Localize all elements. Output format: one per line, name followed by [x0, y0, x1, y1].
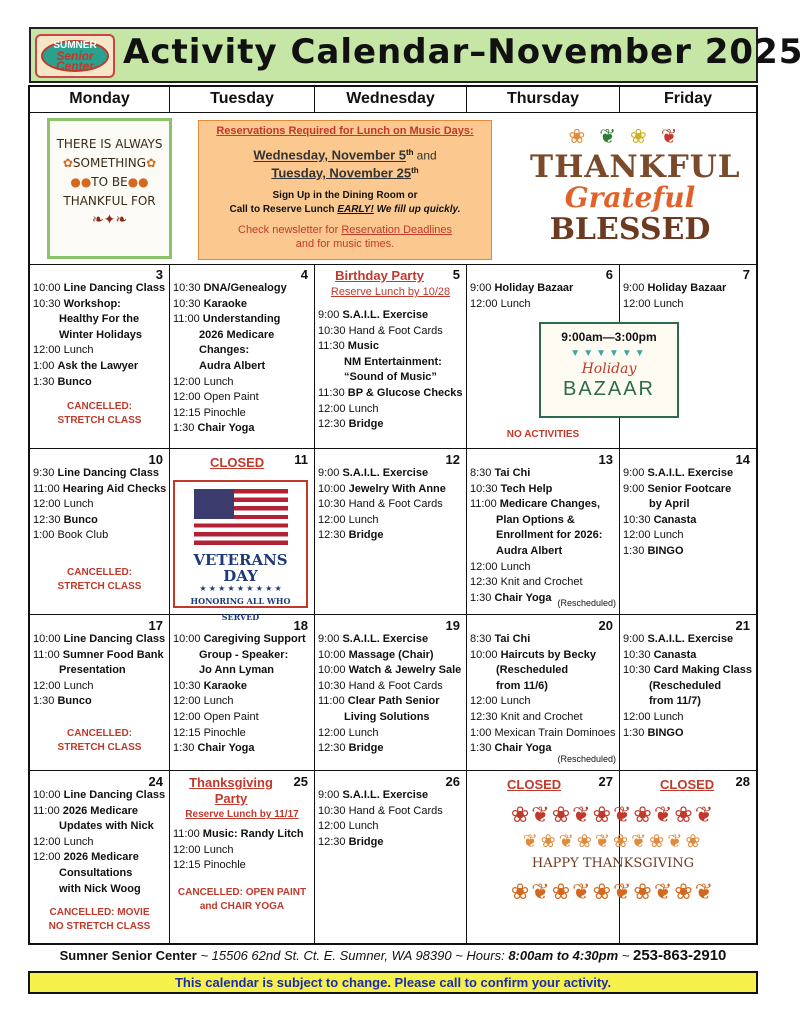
day-number: 19 [445, 618, 460, 633]
event-item: 11:00 Understanding [173, 313, 281, 326]
happy-thanksgiving-graphic: ❀❦❀❦❀❦❀❦❀❦ ❦❀❦❀❦❀❦❀❦❀ HAPPY THANKSGIVING ❀❦❀❦❀❦❀❦❀❦ [492, 800, 734, 930]
sign-up-line: Sign Up in the Dining Room or [272, 190, 418, 202]
event-item: 1:30 BINGO [623, 544, 684, 557]
event-item: 12:15 Pinochle [173, 726, 246, 739]
sumner-senior-center-logo [35, 34, 115, 78]
event-item: Group - Speaker: [199, 648, 289, 661]
event-item: 10:30 Tech Help [470, 482, 553, 495]
event-item: 12:00 Lunch [173, 375, 234, 388]
event-item: 12:00 Lunch [470, 695, 531, 708]
event-item: 12:00 Open Paint [173, 710, 259, 723]
event-item: 12:30 Bunco [33, 513, 98, 526]
event-item: 10:30 Karaoke [173, 297, 248, 310]
disclaimer-note: This calendar is subject to change. Please call to confirm your activity. [28, 971, 758, 994]
day-number: 14 [735, 452, 750, 467]
event-item: 1:30 Bunco [33, 375, 92, 388]
event-list [33, 788, 165, 897]
event-item: 9:00 S.A.I.L. Exercise [623, 467, 734, 479]
cancelled-note: CANCELLED: MOVIE NO STRETCH CLASS [48, 907, 151, 932]
event-item: 10:00 Caregiving Support [173, 633, 306, 645]
event-item: 11:30 Music [318, 340, 379, 353]
thankful-grateful-blessed-graphic [530, 124, 741, 259]
event-item: 12:00 Lunch [623, 297, 684, 310]
event-list [470, 281, 573, 312]
day-header-monday: Monday [30, 87, 170, 113]
music-times: and for music times. [295, 238, 395, 251]
event-item: 12:00 Lunch [318, 402, 379, 415]
reservation-notice [198, 120, 492, 260]
event-item: 9:00 S.A.I.L. Exercise [318, 789, 429, 801]
day-cell [30, 264, 170, 449]
event-item: 12:00 Lunch [470, 297, 531, 310]
event-item: Healthy For the [59, 313, 140, 326]
event-item: 1:30 BINGO [623, 726, 684, 739]
footer: Sumner Senior Center ~ 15506 62nd St. Ct. E. Sumner, WA 98390 ~ Hours: 8:00am to 4:30pm ~ 253-863-2910 [59, 947, 727, 964]
day-number: 5 [452, 267, 460, 282]
event-item: 10:30 Workshop: [33, 297, 121, 310]
event-item: 10:30 Canasta [623, 648, 697, 661]
event-item: 10:30 Hand & Foot Cards [318, 498, 443, 511]
event-item: Changes: [199, 344, 250, 357]
event-item: 10:30 Hand & Foot Cards [318, 324, 443, 337]
event-item: 1:00 Mexican Train Dominoes [470, 726, 616, 739]
event-list [623, 632, 752, 741]
event-item: 9:00 Senior Footcare [623, 482, 732, 495]
event-item: 12:00 Lunch [318, 726, 379, 739]
sign-line: THERE IS ALWAYS [56, 137, 163, 151]
event-item: 12:00 Open Paint [173, 391, 259, 404]
event-item: 11:30 BP & Glucose Checks [318, 386, 463, 399]
grateful-word: Grateful [564, 181, 696, 214]
event-item: Audra Albert [199, 359, 266, 372]
event-list [33, 466, 166, 544]
sign-line: ●●TO BE●● [70, 175, 149, 189]
event-item: 10:00 Line Dancing Class [33, 633, 166, 645]
call-line: Call to Reserve Lunch EARLY! We fill up quickly. [229, 204, 461, 216]
cancelled-note: CANCELLED: STRETCH CLASS [57, 728, 142, 753]
blessed-word: BLESSED [549, 212, 711, 247]
holiday-bazaar-graphic: 9:00am—3:00pm ▼▼▼▼▼▼ Holiday BAZAAR [539, 322, 679, 418]
event-list [318, 308, 463, 433]
event-item: 9:00 S.A.I.L. Exercise [318, 633, 429, 645]
cancelled-note: CANCELLED: OPEN PAINT and CHAIR YOGA [177, 887, 307, 912]
event-item: 10:00 Massage (Chair) [318, 648, 434, 661]
event-item: 10:00 Watch & Jewelry Sale [318, 664, 462, 677]
event-item: 12:00 Lunch [470, 560, 531, 573]
event-item: 8:30 Tai Chi [470, 467, 531, 479]
day-cell [467, 449, 620, 615]
reservation-title: Reservations Required for Lunch on Music Days: [216, 125, 474, 137]
event-item: 8:30 Tai Chi [470, 633, 531, 645]
day-number: 10 [148, 452, 163, 467]
event-item: 1:30 Chair Yoga [470, 742, 552, 755]
event-item: Audra Albert [496, 544, 563, 557]
thankful-sign [47, 118, 172, 259]
veterans-day-graphic: VETERANS DAY ★ ★ ★ ★ ★ ★ ★ ★ ★ HONORING ALL WHO SERVED [173, 480, 308, 608]
event-item: 12:15 Pinochle [173, 859, 246, 872]
event-item: 9:00 S.A.I.L. Exercise [318, 467, 429, 479]
event-item: 9:00 Holiday Bazaar [470, 282, 574, 294]
day-number: 25 [293, 774, 308, 789]
day-number: 12 [445, 452, 460, 467]
event-item: 9:00 S.A.I.L. Exercise [623, 633, 734, 645]
day-number: 27 [598, 774, 613, 789]
event-list [623, 466, 733, 560]
event-item: 12:30 Knit and Crochet [470, 576, 583, 589]
event-item: 10:00 Haircuts by Becky [470, 648, 596, 661]
event-item: 9:30 Line Dancing Class [33, 467, 159, 479]
event-item: 12:00 Lunch [623, 710, 684, 723]
event-item: Living Solutions [344, 710, 430, 723]
event-item: 10:00 Jewelry With Anne [318, 482, 446, 495]
event-item: Jo Ann Lyman [199, 664, 274, 677]
event-item: 1:30 Chair Yoga [173, 742, 255, 755]
thankful-word: THANKFUL [530, 149, 741, 185]
event-item: 1:30 Chair Yoga [173, 422, 255, 435]
logo-line1: SUMNER [53, 40, 97, 51]
event-list [33, 281, 165, 390]
sign-line: ✿SOMETHING✿ [62, 156, 157, 170]
event-list [173, 632, 306, 757]
event-item: 2026 Medicare [199, 328, 275, 341]
event-item: Presentation [59, 664, 126, 677]
event-item: from 11/6) [496, 679, 548, 692]
day-cell [315, 264, 467, 449]
day-number: 11 [294, 452, 308, 467]
event-item: 10:30 Hand & Foot Cards [318, 679, 443, 692]
event-item: Enrollment for 2026: [496, 529, 603, 542]
event-item: 9:00 Holiday Bazaar [623, 282, 727, 294]
event-item: 12:30 Bridge [318, 835, 384, 848]
event-item: Updates with Nick [59, 820, 154, 833]
day-cell [170, 264, 315, 449]
day-cell [170, 615, 315, 771]
event-item: 12:30 Bridge [318, 418, 384, 431]
event-item: 12:00 Lunch [173, 695, 234, 708]
day-cell [30, 615, 170, 771]
autumn-leaves-icon: ❀❦❀❦ [568, 126, 692, 148]
event-title: Birthday Party [335, 268, 424, 283]
event-list [318, 788, 443, 850]
event-item: 11:00 2026 Medicare [33, 804, 138, 817]
event-list [33, 632, 165, 710]
event-item: (Rescheduled [496, 664, 569, 677]
event-item: 10:30 Hand & Foot Cards [318, 804, 443, 817]
no-activities-note: NO ACTIVITIES [506, 429, 580, 440]
event-item: 12:30 Bridge [318, 529, 384, 542]
event-list [318, 466, 446, 544]
day-number: 26 [445, 774, 460, 789]
event-item: (Rescheduled [649, 679, 722, 692]
day-number: 18 [293, 618, 308, 633]
event-item: 12:00 Lunch [33, 344, 94, 357]
day-number: 4 [300, 267, 308, 282]
event-item: 10:00 Line Dancing Class [33, 789, 166, 801]
reserve-lunch-note: Reserve Lunch by 10/28 [330, 286, 451, 298]
event-list [318, 632, 461, 757]
day-cell [30, 449, 170, 615]
event-list [173, 281, 287, 437]
check-newsletter: Check newsletter for Reservation Deadlines [238, 224, 452, 237]
day-header-friday: Friday [620, 87, 756, 113]
event-item: 11:00 Music: Randy Litch [173, 828, 304, 840]
event-item: 1:00 Book Club [33, 529, 109, 542]
event-item: 9:00 S.A.I.L. Exercise [318, 309, 429, 321]
event-item: 12:30 Bridge [318, 742, 384, 755]
event-item: 12:00 Lunch [33, 498, 94, 511]
event-item: “Sound of Music” [344, 371, 437, 384]
reservation-date-2: Tuesday, November 25th [271, 165, 419, 181]
day-header-thursday: Thursday [467, 87, 620, 113]
event-item: from 11/7) [649, 695, 701, 708]
event-item: Plan Options & [496, 513, 575, 526]
event-item: 12:00 2026 Medicare [33, 851, 139, 864]
day-number: 7 [742, 267, 750, 282]
reservation-date-1: Wednesday, November 5th and [253, 147, 437, 163]
day-number: 6 [605, 267, 613, 282]
event-item: 12:00 Lunch [173, 843, 234, 856]
event-item: 10:30 DNA/Genealogy [173, 282, 287, 294]
cancelled-note: CANCELLED: STRETCH CLASS [57, 401, 142, 426]
day-cell [315, 771, 467, 945]
event-item: 1:30 Chair Yoga [470, 591, 552, 604]
leaf-garland-icon: ❧✦❧ [91, 212, 128, 228]
event-item: NM Entertainment: [344, 355, 442, 368]
phone-number: 253-863-2910 [632, 947, 727, 964]
closed-label: CLOSED [507, 777, 562, 792]
day-cell [467, 615, 620, 771]
page-title: Activity Calendar–November 2025 [123, 32, 803, 72]
day-number: 20 [598, 618, 613, 633]
event-item: 12:30 Knit and Crochet [470, 710, 583, 723]
event-list [173, 827, 304, 874]
day-header-tuesday: Tuesday [170, 87, 315, 113]
day-number: 17 [148, 618, 163, 633]
day-cell [170, 449, 315, 622]
day-number: 21 [735, 618, 750, 633]
event-item: 1:00 Ask the Lawyer [33, 359, 139, 372]
day-number: 24 [148, 774, 163, 789]
rescheduled-note: (Rescheduled) [557, 598, 616, 609]
event-item: 12:00 Lunch [318, 820, 379, 833]
american-flag-icon [194, 489, 288, 545]
event-item: with Nick Woog [59, 882, 141, 895]
event-item: 10:30 Card Making Class [623, 664, 753, 677]
sign-line: THANKFUL FOR [63, 194, 156, 208]
event-item: Winter Holidays [59, 328, 143, 341]
logo-line2: Senior Center [55, 49, 94, 73]
day-number: 28 [735, 774, 750, 789]
day-number: 3 [155, 267, 163, 282]
day-cell [620, 449, 756, 615]
event-item: 11:00 Hearing Aid Checks [33, 482, 167, 495]
event-item: 12:15 Pinochle [173, 406, 246, 419]
cancelled-note: CANCELLED: STRETCH CLASS [57, 567, 142, 592]
day-cell [315, 449, 467, 615]
reserve-lunch-note: Reserve Lunch by 11/17 [185, 809, 299, 820]
event-item: 1:30 Bunco [33, 695, 92, 708]
day-header-wednesday: Wednesday [315, 87, 467, 113]
day-cell [170, 771, 315, 945]
event-item: by April [649, 498, 690, 511]
event-item: 11:00 Sumner Food Bank [33, 648, 164, 661]
event-item: 11:00 Medicare Changes, [470, 498, 601, 511]
event-list [623, 281, 726, 312]
day-cell [467, 264, 657, 449]
rescheduled-note: (Rescheduled) [557, 754, 616, 765]
event-title: Thanksgiving Party [189, 775, 273, 806]
event-item: 11:00 Clear Path Senior [318, 695, 440, 708]
autumn-leaves-icon: ❀❦❀❦❀❦❀❦❀❦ [510, 802, 716, 827]
event-item: Consultations [59, 866, 133, 879]
day-cell [620, 615, 756, 771]
event-item: 12:00 Lunch [33, 679, 94, 692]
event-item: 10:30 Canasta [623, 513, 697, 526]
event-item: 10:00 Line Dancing Class [33, 282, 166, 294]
event-item: 12:00 Lunch [318, 513, 379, 526]
day-number: 13 [598, 452, 613, 467]
event-item: 12:00 Lunch [33, 835, 94, 848]
closed-label: CLOSED [660, 777, 715, 792]
pennant-banner-icon: ▼▼▼▼▼▼ [570, 347, 648, 359]
day-cell [620, 264, 756, 449]
day-cell [30, 771, 170, 945]
header-banner [29, 27, 803, 83]
event-list [470, 632, 616, 757]
day-cell [315, 615, 467, 771]
closed-label: CLOSED [210, 455, 265, 470]
event-item: 12:00 Lunch [623, 529, 684, 542]
event-item: 10:30 Karaoke [173, 679, 248, 692]
event-list [470, 466, 602, 606]
